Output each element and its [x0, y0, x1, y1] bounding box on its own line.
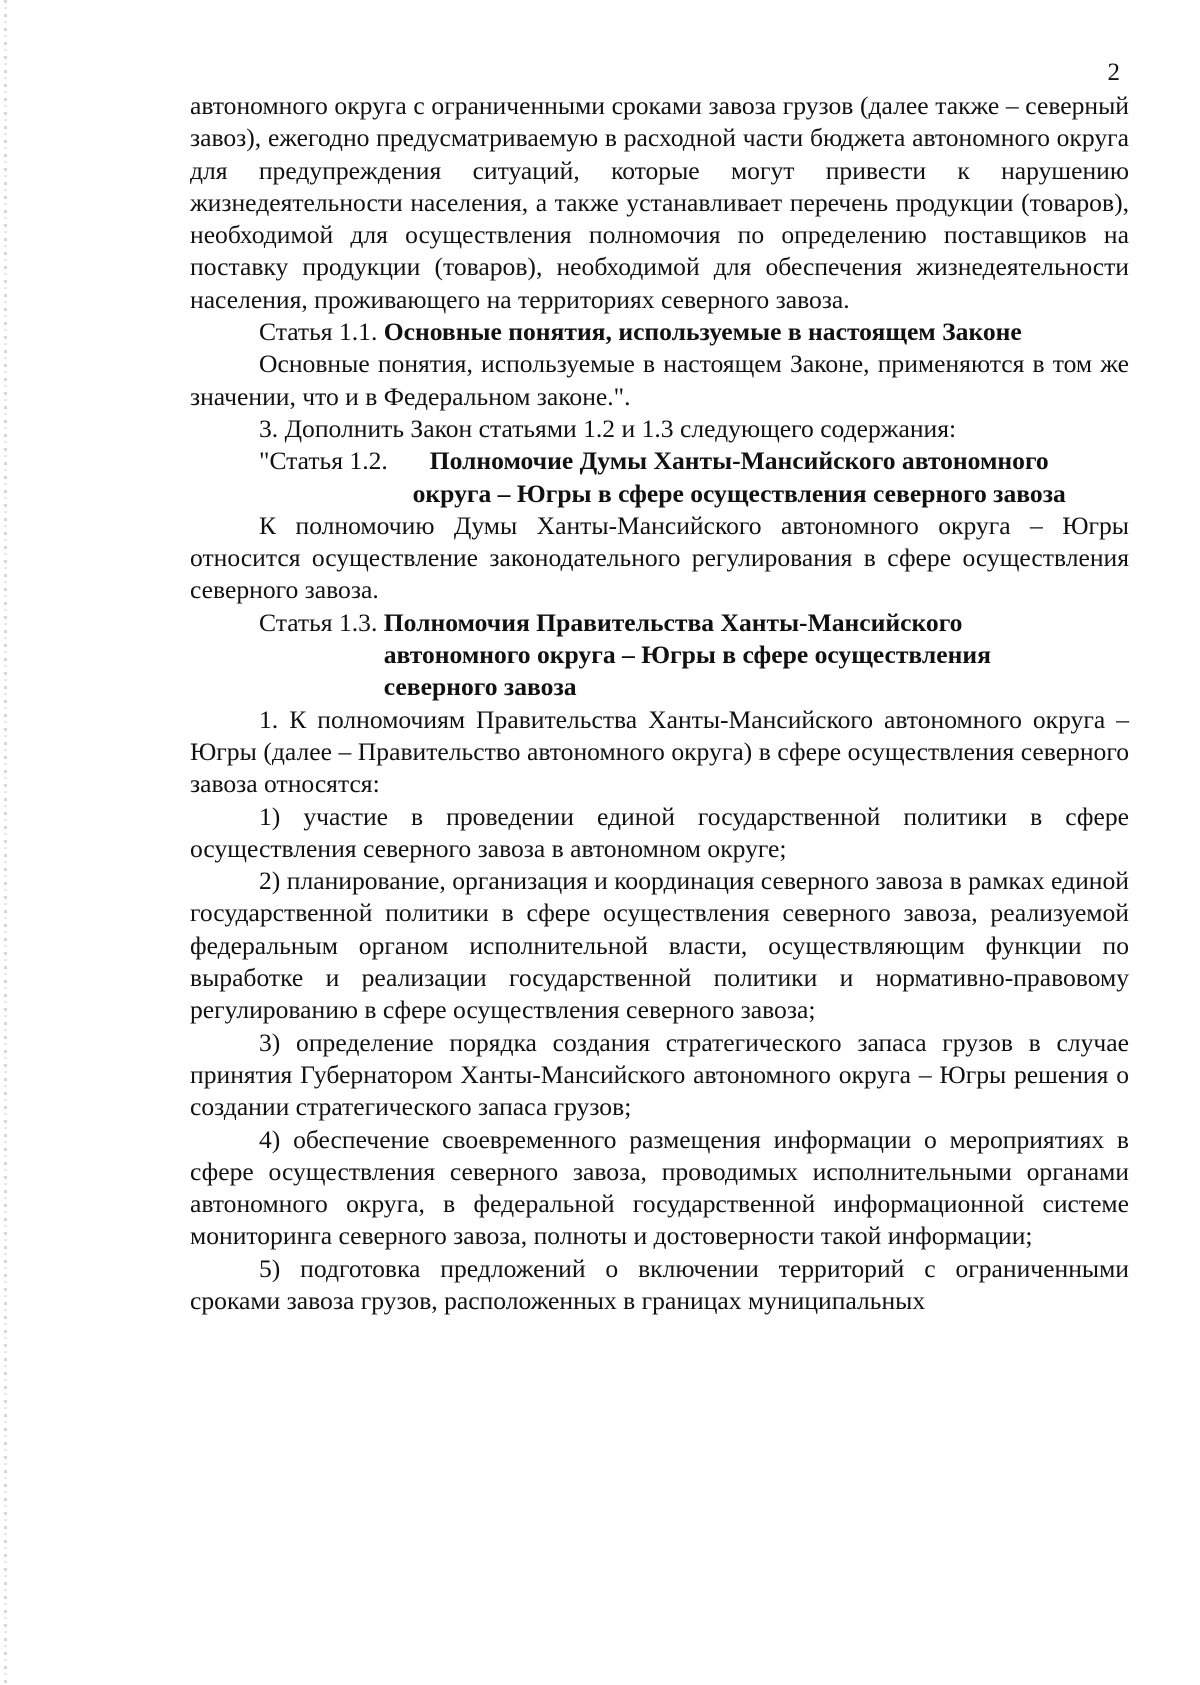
- article-1-1-heading: [190, 316, 1129, 348]
- paragraph-article-1-3-part-1: 1. К полномочиям Правительства Ханты-Мансийского автономного округа – Югры (далее – Правительство автономного округа) в сфере осуществления северного завоза относятся:: [190, 704, 1129, 799]
- article-1-2-heading: [190, 445, 1129, 510]
- list-item-3: 3) определение порядка создания стратегического запаса грузов в случае принятия Губернатором Ханты-Мансийского автономного округа – Югры решения о создании стратегического запаса грузов;: [190, 1027, 1129, 1122]
- article-1-2-number: "Статья 1.2.: [259, 446, 395, 476]
- paragraph-amendment-3: 3. Дополнить Закон статьями 1.2 и 1.3 следующего содержания:: [259, 413, 957, 443]
- list-item-2: 2) планирование, организация и координация северного завоза в рамках единой государственной политики в сфере осуществления северного завоза, реализуемой федеральным органом исполнительной власти, осуществляющим функции по выработке и реализации государственной политики и нормативно-правовому регулированию в сфере осуществления северного завоза;: [190, 866, 1129, 1025]
- article-1-3-title: Полномочия Правительства Ханты-Мансийского автономного округа – Югры в сфере осуществления северного завоза: [383, 607, 991, 702]
- paragraph-article-1-2: К полномочию Думы Ханты-Мансийского автономного округа – Югры относится осуществление законодательного регулирования в сфере осуществления северного завоза.: [190, 510, 1129, 605]
- list-item-5: 5) подготовка предложений о включении территорий с ограниченными сроками завоза грузов, расположенных в границах муниципальных: [190, 1253, 1129, 1315]
- article-1-1-title: Основные понятия, используемые в настоящем Законе: [383, 317, 1022, 347]
- scan-edge-artifact: [4, 0, 7, 1685]
- list-item-4: 4) обеспечение своевременного размещения информации о мероприятиях в сфере осуществления северного завоза, проводимых исполнительными органами автономного округа, в федеральной государственной информационной системе мониторинга северного завоза, полноты и достоверности такой информации;: [190, 1124, 1129, 1251]
- article-1-2-title: Полномочие Думы Ханты-Мансийского автономного округа – Югры в сфере осуществления северного завоза: [412, 446, 1066, 508]
- article-1-3-number: Статья 1.3.: [259, 607, 384, 637]
- article-1-1-number: Статья 1.1.: [259, 317, 384, 347]
- list-item-1: 1) участие в проведении единой государственной политики в сфере осуществления северного завоза в автономном округе;: [190, 801, 1129, 863]
- article-1-3-heading: [190, 607, 1129, 704]
- document-page: [190, 90, 1129, 1317]
- paragraph-article-1-1: Основные понятия, используемые в настоящем Законе, применяются в том же значении, что и в Федеральном законе.".: [190, 349, 1129, 411]
- page-number: 2: [1107, 59, 1120, 86]
- paragraph-intro: автономного округа с ограниченными сроками завоза грузов (далее также – северный завоз), ежегодно предусматриваемую в расходной части бюджета автономного округа для предупреждения ситуаций, которые могут привести к нарушению жизнедеятельности населения, а также устанавливает перечень продукции (товаров), необходимой для осуществления полномочия по определению поставщиков на поставку продукции (товаров), необходимой для обеспечения жизнедеятельности населения, проживающего на территориях северного завоза.: [190, 91, 1129, 314]
